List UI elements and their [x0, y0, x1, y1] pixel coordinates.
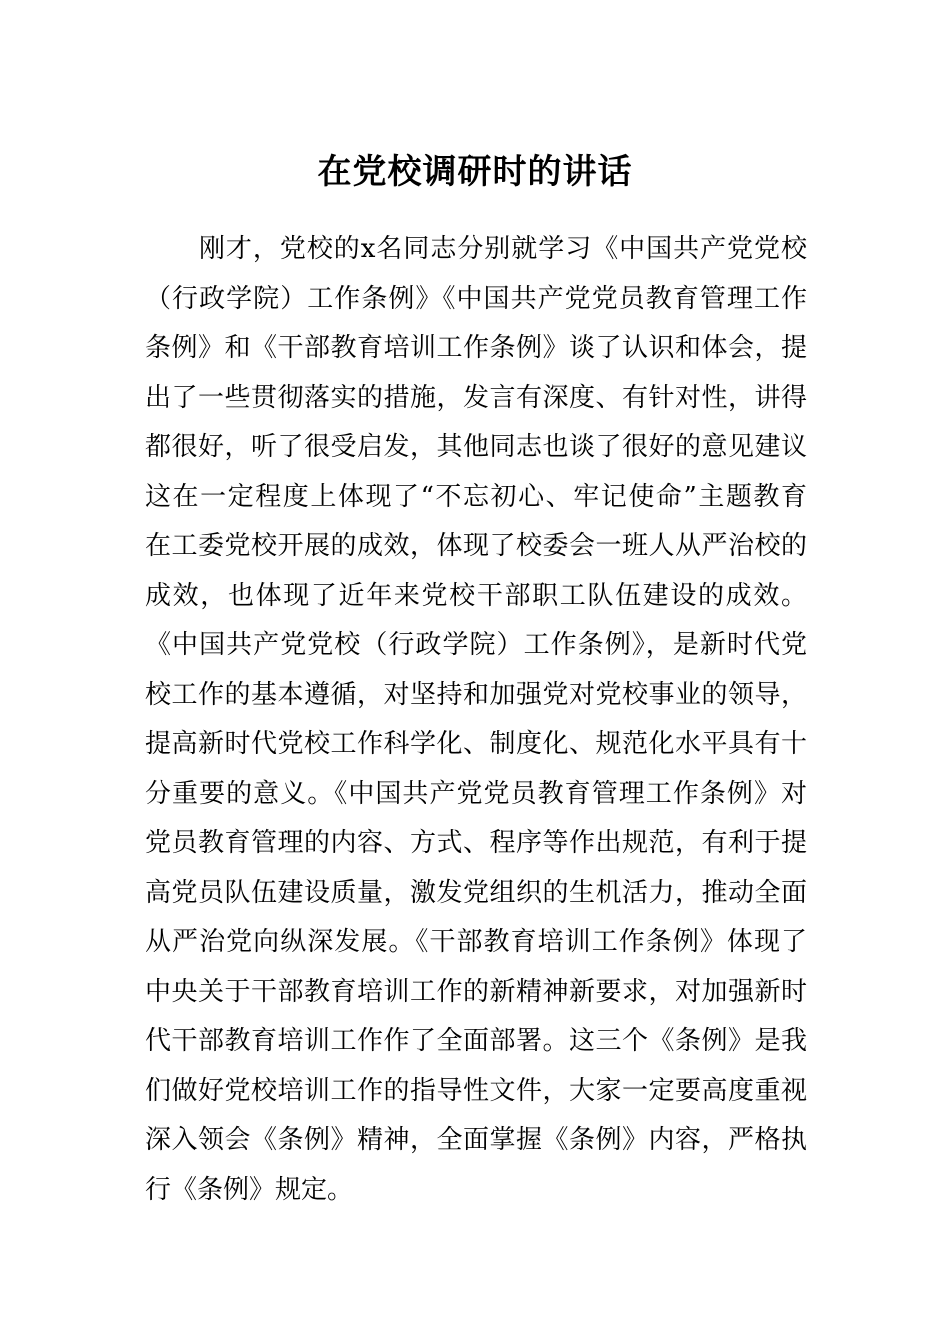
body-line: 从严治党向纵深发展。《干部教育培训工作条例》体现了	[145, 927, 807, 957]
body-line: 高党员队伍建设质量，激发党组织的生机活力，推动全面	[145, 877, 807, 908]
body-line: 行《条例》规定。	[145, 1174, 354, 1205]
body-line: 这在一定程度上体现了“不忘初心、牢记使命”主题教育	[145, 481, 807, 512]
body-line: 条例》和《干部教育培训工作条例》谈了认识和体会，提	[145, 333, 807, 363]
body-line: 校工作的基本遵循，对坚持和加强党对党校事业的领导，	[145, 679, 807, 710]
document-body	[145, 225, 807, 1215]
body-line: 提高新时代党校工作科学化、制度化、规范化水平具有十	[145, 729, 807, 759]
body-line: 分重要的意义。《中国共产党党员教育管理工作条例》对	[145, 778, 807, 809]
document-title: 在党校调研时的讲话	[317, 152, 633, 192]
body-line: 深入领会《条例》精神，全面掌握《条例》内容，严格执	[145, 1125, 807, 1155]
body-line: 在工委党校开展的成效，体现了校委会一班人从严治校的	[145, 531, 807, 561]
body-line: （行政学院）工作条例》《中国共产党党员教育管理工作	[145, 283, 807, 314]
body-line: 刚才，党校的x名同志分别就学习《中国共产党党校	[145, 234, 807, 264]
body-line: 成效，也体现了近年来党校干部职工队伍建设的成效。	[145, 580, 807, 611]
body-line: 《中国共产党党校（行政学院）工作条例》，是新时代党	[145, 630, 807, 660]
body-line: 代干部教育培训工作作了全面部署。这三个《条例》是我	[145, 1026, 807, 1056]
body-line: 们做好党校培训工作的指导性文件，大家一定要高度重视	[145, 1075, 807, 1106]
body-line: 党员教育管理的内容、方式、程序等作出规范，有利于提	[145, 828, 807, 858]
body-line: 中央关于干部教育培训工作的新精神新要求，对加强新时	[145, 976, 807, 1007]
body-line: 出了一些贯彻落实的措施，发言有深度、有针对性，讲得	[145, 382, 807, 413]
body-line: 都很好，听了很受启发，其他同志也谈了很好的意见建议	[145, 432, 807, 462]
